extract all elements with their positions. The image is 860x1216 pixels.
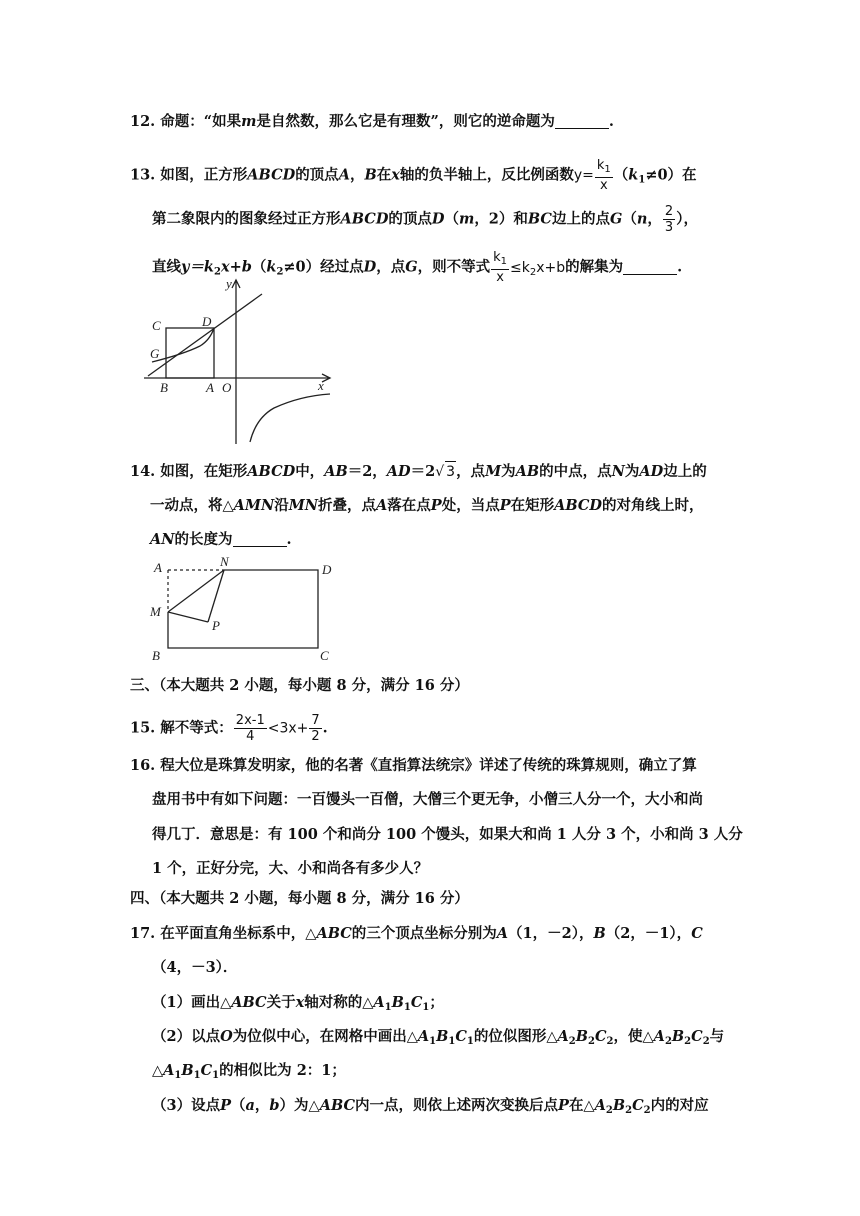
label-G: G: [150, 346, 160, 361]
question-16-line-3: 得几丁．意思是：有 100 个和尚分 100 个馒头，如果大和尚 1 人分 3 个，小和尚 3 人分: [152, 826, 743, 843]
question-17-line-1: 17. 在平面直角坐标系中，△ABC的三个顶点坐标分别为A（1，－2），B（2，－1），C: [130, 925, 703, 942]
question-number: 15.: [130, 719, 156, 737]
label-B: B: [152, 648, 160, 663]
label-D: D: [322, 562, 332, 577]
fraction-2x-1-over-4: $\frac{2x-1}{4}$: [235, 713, 265, 744]
question-13-line-1: 13. 如图，正方形ABCD的顶点A，B在x轴的负半轴上，反比例函数y= $\frac{k_1}{x}$ $(k_1\ne 0)$在: [130, 158, 697, 193]
segment-np: [208, 570, 224, 622]
fraction-k1-over-x-2: $\frac{k_1}{x}$: [493, 250, 508, 285]
figure-13-graph: [140, 272, 340, 450]
question-13-line-3: 直线$y=k_2x+b(k_2\ne 0)$经过点D，点G，则不等式 $\frac{k_1}{x}$ $\le k_2x+b$的解集为 .: [152, 250, 683, 285]
question-number: 16.: [130, 757, 156, 774]
question-number: 13.: [130, 166, 156, 184]
question-16-line-2: 盘用书中有如下问题：一百馒头一百僧，大僧三个更无争，小僧三人分一个，大小和尚: [152, 791, 703, 808]
fraction-7-over-2: $\frac{7}{2}$: [311, 713, 320, 744]
answer-blank: [555, 114, 609, 129]
section-4-heading: 四、（本大题共 2 小题，每小题 8 分，满分 16 分）: [130, 890, 469, 907]
label-C: C: [320, 648, 329, 663]
hyperbola-branch-2: [152, 328, 214, 362]
question-15: 15. 解不等式： $\frac{2x-1}{4}$ <3x+ $\frac{7}{2}$ .: [130, 713, 328, 744]
question-14-line-1: 14. 如图，在矩形ABCD中，AB＝2，AD＝2√ 3，点M为AB的中点，点N为AD边上的: [130, 463, 707, 480]
label-y: y: [226, 276, 232, 291]
question-17-part-1: （1）画出△ABC关于x轴对称的$\triangle A_1B_1C_1$；: [152, 994, 444, 1013]
label-A: A: [154, 560, 162, 575]
question-14-line-3: AN的长度为 .: [150, 531, 292, 548]
answer-blank: [233, 532, 287, 547]
question-16-line-4: 1 个，正好分完，大、小和尚各有多少人？: [152, 860, 429, 877]
label-B: B: [160, 380, 168, 395]
fraction-two-thirds: $\frac{2}{3}$: [664, 204, 674, 235]
label-x: x: [318, 378, 324, 393]
label-N: N: [220, 556, 229, 569]
square-abcd: [166, 328, 214, 378]
segment-mn: [168, 570, 224, 612]
label-M: M: [150, 604, 161, 619]
question-14-line-2: 一动点，将△AMN沿MN折叠，点A落在点P处，当点P在矩形ABCD的对角线上时，: [150, 497, 704, 514]
label-P: P: [212, 618, 220, 633]
section-3-heading: 三、（本大题共 2 小题，每小题 8 分，满分 16 分）: [130, 677, 469, 694]
figure-14-rectangle: [146, 556, 346, 666]
question-13-line-2: 第二象限内的图象经过正方形ABCD的顶点D（m，2）和BC边上的点G（n， $\frac{2}{3}$ ），: [152, 204, 698, 235]
question-number: 14.: [130, 463, 156, 480]
question-number: 12.: [130, 113, 156, 130]
segment-mp: [168, 612, 208, 622]
hyperbola-branch-4: [250, 394, 330, 442]
fraction-k1-over-x: $\frac{k_1}{x}$: [596, 158, 611, 193]
label-A: A: [206, 380, 214, 395]
rectangle-abcd: [168, 570, 318, 648]
label-O: O: [222, 380, 232, 395]
line-y-k2x-b: [148, 294, 262, 376]
label-C: C: [152, 318, 161, 333]
question-17-part-3: （3）设点P（a，b）为△ABC内一点，则依上述两次变换后点P在$\triangle A_2B_2C_2$内的对应: [152, 1097, 709, 1116]
question-17-part-2-line-2: $\triangle A_1B_1C_1$的相似比为 2：1；: [152, 1062, 346, 1081]
question-17-part-2-line-1: （2）以点O为位似中心，在网格中画出$\triangle A_1B_1C_1$的位似图形$\triangle A_2B_2C_2$，使$\triangle A_2B_2C_2$与: [152, 1028, 725, 1047]
answer-blank: [623, 260, 677, 275]
question-16-line-1: 16. 程大位是珠算发明家，他的名著《直指算法统宗》详述了传统的珠算规则，确立了算: [130, 757, 697, 774]
question-17-line-2: （4，－3）．: [152, 959, 238, 976]
label-D: D: [202, 314, 212, 329]
question-12: 12. 命题：“如果m是自然数，那么它是有理数”，则它的逆命题为 .: [130, 113, 614, 130]
question-number: 17.: [130, 925, 156, 942]
